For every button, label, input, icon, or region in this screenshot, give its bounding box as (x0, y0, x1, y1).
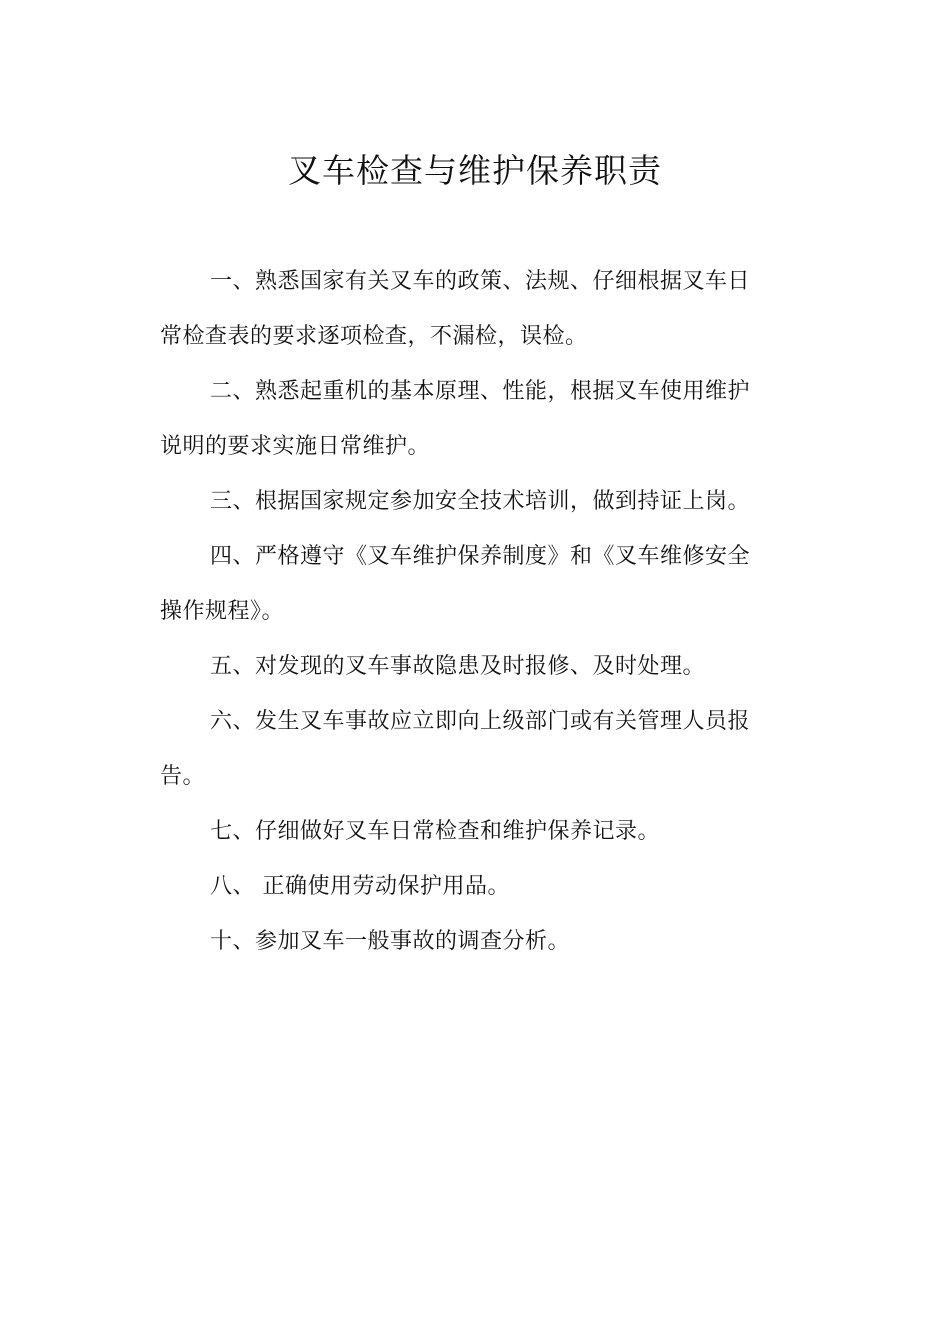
paragraph-9: 十、参加叉车一般事故的调查分析。 (210, 929, 571, 954)
paragraph-1: 一、熟悉国家有关叉车的政策、法规、仔细根据叉车日常检查表的要求逐项检查，不漏检，误检。 (160, 269, 751, 349)
document-body (160, 254, 772, 969)
paragraph-7: 七、仔细做好叉车日常检查和维护保养记录。 (210, 819, 661, 844)
paragraph-4: 四、严格遵守《叉车维护保养制度》和《叉车维修安全操作规程》。 (160, 544, 751, 624)
paragraph-5: 五、对发现的叉车事故隐患及时报修、及时处理。 (210, 654, 706, 679)
page-title: 叉车检查与维护保养职责 (288, 151, 662, 190)
paragraph-8: 八、 正确使用劳动保护用品。 (210, 874, 510, 899)
paragraph-2: 二、熟悉起重机的基本原理、性能，根据叉车使用维护说明的要求实施日常维护。 (160, 379, 751, 459)
paragraph-6: 六、发生叉车事故应立即向上级部门或有关管理人员报告。 (160, 709, 751, 789)
paragraph-3: 三、根据国家规定参加安全技术培训，做到持证上岗。 (210, 489, 751, 514)
